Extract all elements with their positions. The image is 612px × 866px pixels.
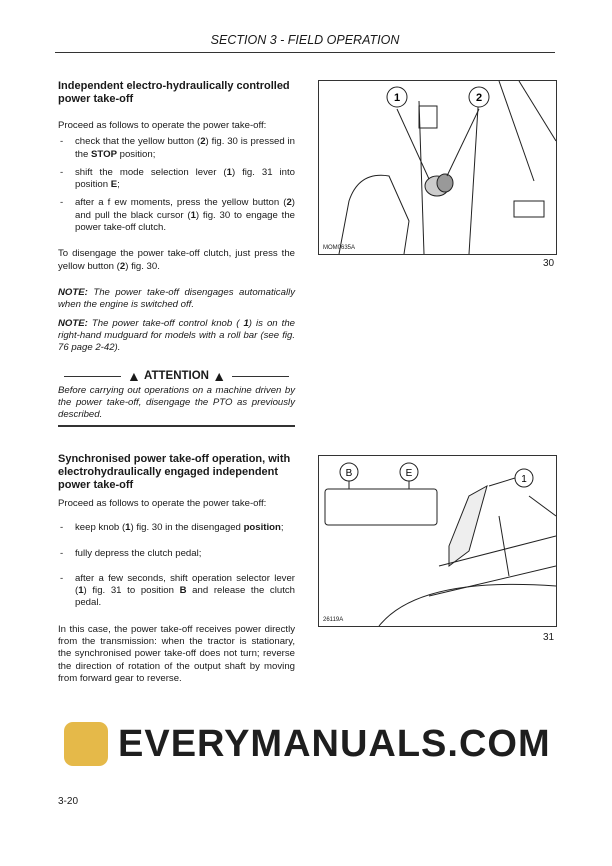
mode-selector-illustration (319, 456, 556, 626)
callout-e: E (405, 468, 413, 479)
section-independent-pto (58, 80, 295, 427)
intro-text: Proceed as follows to operate the power take-off: (58, 120, 267, 131)
step-item: - after a few seconds, shift operation selector lever (1) fig. 31 to position B and release the clutch pedal. (58, 573, 295, 610)
explanation-text: In this case, the power take-off receives power directly from the transmission: when the tractor is stationary, the synchronised power take-off does not turn; reverse the direction of rotation of the output shaft by moving from forward gear to reverse. (58, 623, 295, 684)
page-number: 3-20 (58, 796, 79, 807)
section-header: SECTION 3 - FIELD OPERATION (210, 33, 400, 47)
intro-text: Proceed as follows to operate the power take-off: (58, 498, 267, 509)
figure-31 (318, 455, 557, 627)
figure-code: MOM0635A (323, 245, 356, 251)
callout-b: B (345, 468, 353, 479)
step-item: - check that the yellow button (2) fig. 30 is pressed in the STOP position; (58, 136, 295, 161)
step-item: - keep knob (1) fig. 30 in the disengaged position; (58, 522, 295, 534)
pto-control-illustration (319, 81, 556, 254)
section-heading: Independent electro-hydraulically controlled power take-off (58, 80, 290, 105)
callout-1: 1 (521, 474, 527, 485)
attention-text: Before carrying out operations on a machine driven by the power take-off, disengage the PTO as previously described. (58, 384, 295, 421)
watermark-logo (64, 722, 108, 766)
step-item: - fully depress the clutch pedal; (58, 548, 295, 560)
watermark: EVERYMANUALS.COM (118, 723, 551, 765)
section-heading: Synchronised power take-off operation, with electrohydraulically engaged independent power take-off (58, 453, 291, 491)
step-item: - after a f ew moments, press the yellow button (2) and pull the black cursor (1) fig. 30 to engage the power take-off clutch. (58, 197, 295, 234)
callout-2: 2 (475, 92, 483, 104)
header-rule (55, 52, 555, 53)
figure-number: 30 (543, 258, 555, 269)
section-synchronised-pto (58, 453, 295, 685)
warning-icon: ▲ (126, 368, 141, 385)
figure-code: 26119A (323, 617, 344, 623)
figure-30 (318, 80, 557, 255)
disengage-text: To disengage the power take-off clutch, just press the yellow button (2) fig. 30. (58, 248, 295, 272)
divider (58, 425, 295, 427)
step-item: - shift the mode selection lever (1) fig. 31 into position E; (58, 167, 295, 192)
attention-heading: ▲ ATTENTION ▲ (58, 370, 295, 382)
note: NOTE: The power take-off control knob ( 1) is on the right-hand mudguard for models with a roll bar (see fig. 76 page 2-42). (58, 317, 295, 354)
callout-1: 1 (393, 92, 401, 104)
figure-number: 31 (543, 632, 555, 643)
warning-icon: ▲ (212, 368, 227, 385)
note: NOTE: The power take-off disengages automatically when the engine is switched off. (58, 286, 295, 311)
